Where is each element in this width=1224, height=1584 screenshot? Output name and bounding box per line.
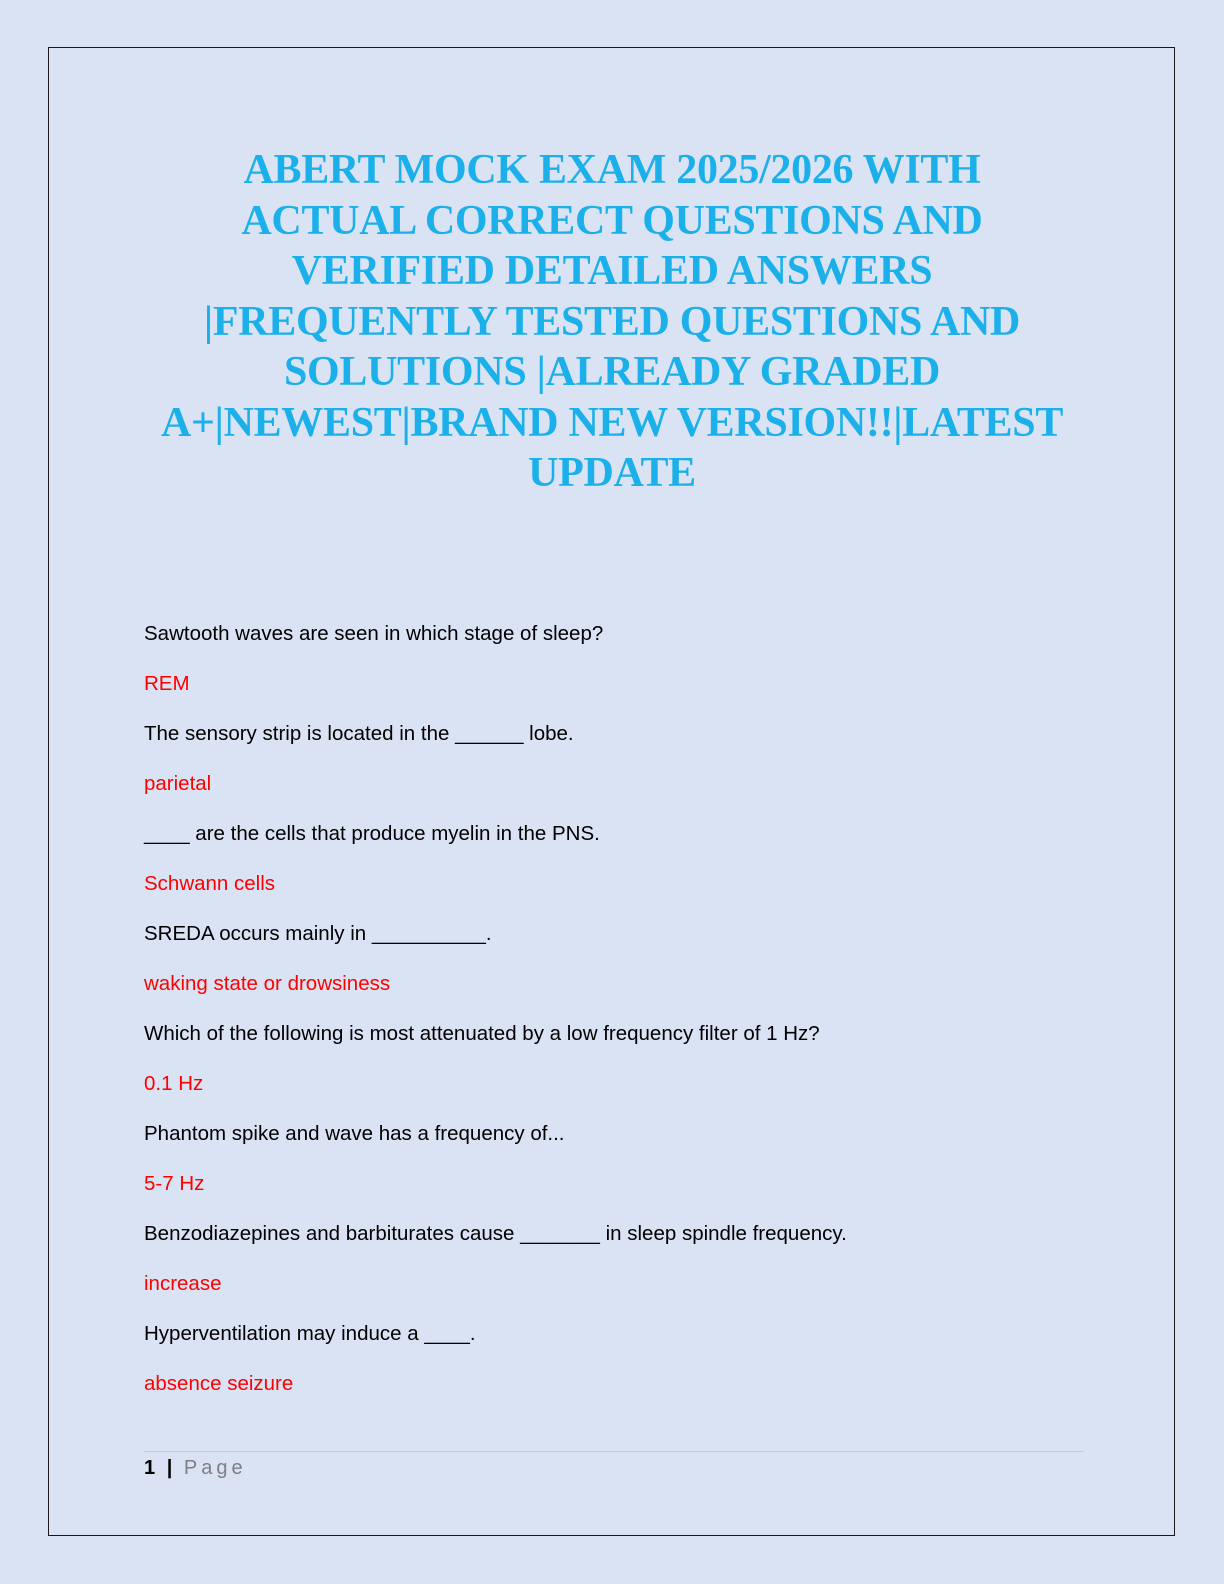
footer-divider xyxy=(144,1451,1084,1452)
footer-separator: | xyxy=(166,1457,173,1479)
question-text: Phantom spike and wave has a frequency of... xyxy=(144,1122,565,1145)
question-text: Which of the following is most attenuated by a low frequency filter of 1 Hz? xyxy=(144,1022,820,1045)
question-text: ____ are the cells that produce myelin in the PNS. xyxy=(144,822,600,845)
page-number: 1 xyxy=(144,1457,156,1479)
question-text: The sensory strip is located in the ______ lobe. xyxy=(144,722,574,745)
answer-text: Schwann cells xyxy=(144,872,276,895)
title-line: |FREQUENTLY TESTED QUESTIONS AND xyxy=(203,298,1021,345)
title-line: SOLUTIONS |ALREADY GRADED xyxy=(284,349,940,395)
title-line: UPDATE xyxy=(528,450,696,496)
page-footer xyxy=(144,1456,247,1480)
title-line: VERIFIED DETAILED ANSWERS xyxy=(291,248,933,294)
answer-text: increase xyxy=(144,1272,222,1295)
title-line: ABERT MOCK EXAM 2025/2026 WITH xyxy=(243,147,981,193)
title-line: A+|NEWEST|BRAND NEW VERSION!!|LATEST xyxy=(160,399,1064,446)
question-text: Benzodiazepines and barbiturates cause _______ in sleep spindle frequency. xyxy=(144,1222,847,1245)
title-line: ACTUAL CORRECT QUESTIONS AND xyxy=(241,197,983,244)
qa-list xyxy=(144,622,1104,1422)
page-label: Page xyxy=(183,1457,247,1479)
question-text: Hyperventilation may induce a ____. xyxy=(144,1322,476,1345)
question-text: SREDA occurs mainly in __________. xyxy=(144,922,492,945)
answer-text: 5-7 Hz xyxy=(144,1172,205,1195)
answer-text: parietal xyxy=(144,772,212,795)
question-text: Sawtooth waves are seen in which stage of sleep? xyxy=(144,622,604,645)
answer-text: waking state or drowsiness xyxy=(144,972,391,995)
answer-text: absence seizure xyxy=(144,1372,294,1395)
answer-text: REM xyxy=(144,672,190,695)
document-title xyxy=(120,145,1104,499)
answer-text: 0.1 Hz xyxy=(144,1072,204,1095)
